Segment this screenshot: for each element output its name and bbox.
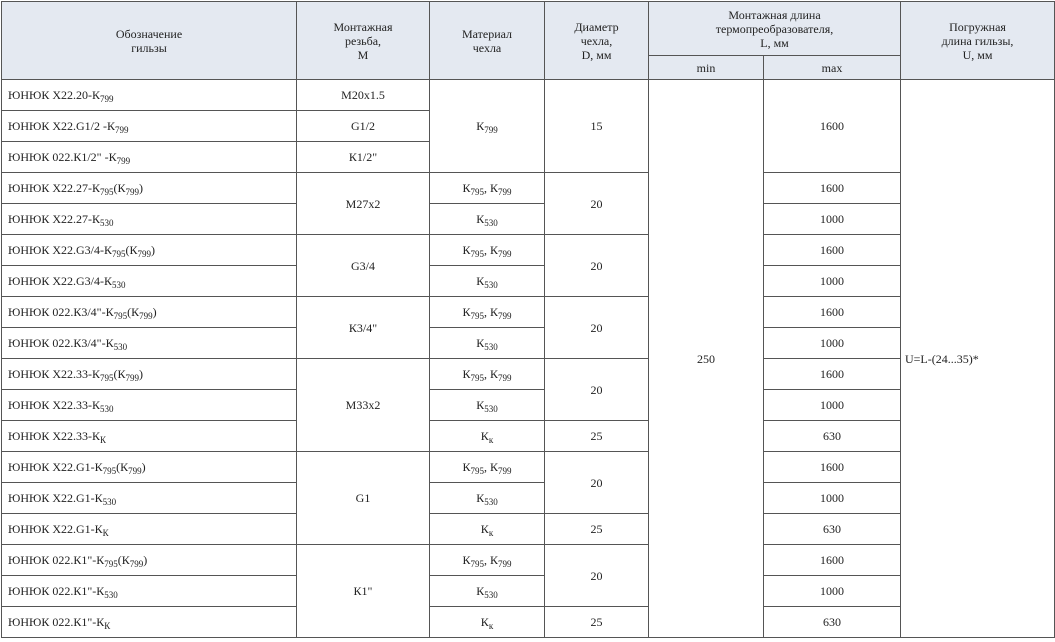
mounting-thread: G1 [297,452,430,545]
max-length: 1600 [764,545,901,576]
sleeve-spec-table [1,1,1055,638]
sheath-material: $К_{795}$, $К_{799}$ [430,173,545,204]
sheath-material: $К_{795}$, $К_{799}$ [430,297,545,328]
max-length: 1600 [764,297,901,328]
sleeve-designation: ЮНЮК $Х22.G1-К_{795}(К_{799})$ [2,452,297,483]
sleeve-designation: ЮНЮК $Х22.27-К_{530}$ [2,204,297,235]
table-row [2,514,1055,545]
mounting-thread: G3/4 [297,235,430,297]
table-row [2,421,1055,452]
table-row [2,359,1055,390]
sheath-diameter: 25 [545,607,649,638]
sleeve-designation: ЮНЮК $022.К1"-К_{795}(К_{799})$ [2,545,297,576]
mounting-thread: К1/2" [297,142,430,173]
max-length: 1600 [764,452,901,483]
sleeve-designation: ЮНЮК $Х22.33-К_К$ [2,421,297,452]
mounting-thread: М33х2 [297,359,430,452]
sleeve-designation: ЮНЮК $Х22.G1-К_К$ [2,514,297,545]
sleeve-designation: ЮНЮК $Х22.33-К_{530}$ [2,390,297,421]
max-length: 1600 [764,359,901,390]
table-row [2,328,1055,359]
sheath-material: $К_{799}$ [430,80,545,173]
sheath-material: $К_{795}$, $К_{799}$ [430,452,545,483]
table-row [2,576,1055,607]
sheath-diameter: 25 [545,421,649,452]
max-length: 1600 [764,173,901,204]
table-row [2,452,1055,483]
max-length: 1600 [764,235,901,266]
header-material: Материал чехла [430,2,545,80]
table-row [2,266,1055,297]
sheath-diameter: 20 [545,359,649,421]
max-length: 1000 [764,266,901,297]
sleeve-designation: ЮНЮК $Х22.20-К_{799}$ [2,80,297,111]
mounting-thread: М27х2 [297,173,430,235]
sleeve-designation: ЮНЮК $Х22.27-К_{795}(К_{799})$ [2,173,297,204]
sleeve-designation: ЮНЮК $Х22.G1-К_{530}$ [2,483,297,514]
max-length: 1000 [764,328,901,359]
max-length: 1000 [764,204,901,235]
header-mounting-length: Монтажная длина термопреобразователя, L, мм [649,2,901,56]
table-row [2,483,1055,514]
mounting-thread: К3/4" [297,297,430,359]
sheath-material: $К_к$ [430,421,545,452]
mounting-thread: G1/2 [297,111,430,142]
header-min: min [649,56,764,80]
sheath-material: $К_{530}$ [430,328,545,359]
sheath-material: $К_{795}$, $К_{799}$ [430,235,545,266]
sleeve-designation: ЮНЮК $022.К1"-К_К$ [2,607,297,638]
sheath-material: $К_{530}$ [430,266,545,297]
sleeve-designation: ЮНЮК $Х22.G3/4-К_{530}$ [2,266,297,297]
sheath-diameter: 15 [545,80,649,173]
immersion-formula: U=L-(24...35)* [901,80,1055,638]
sleeve-designation: ЮНЮК $022.К1"-К_{530}$ [2,576,297,607]
sheath-material: $К_{530}$ [430,576,545,607]
table-row [2,204,1055,235]
sheath-diameter: 20 [545,545,649,607]
header-max: max [764,56,901,80]
max-length: 630 [764,607,901,638]
table-body [2,80,1055,638]
header-designation: Обозначение гильзы [2,2,297,80]
sheath-material: $К_{795}$, $К_{799}$ [430,545,545,576]
sheath-material: $К_{795}$, $К_{799}$ [430,359,545,390]
header-thread: Монтажная резьба, М [297,2,430,80]
sheath-material: $К_{530}$ [430,483,545,514]
sheath-diameter: 20 [545,235,649,297]
sleeve-designation: ЮНЮК $Х22.G3/4-К_{795}(К_{799})$ [2,235,297,266]
header-immersion-length: Погружная длина гильзы, U, мм [901,2,1055,80]
sheath-diameter: 25 [545,514,649,545]
header-diameter: Диаметр чехла, D, мм [545,2,649,80]
max-length: 1000 [764,576,901,607]
sleeve-designation: ЮНЮК Х22.G1/2 $-К_{799}$ [2,111,297,142]
sheath-diameter: 20 [545,173,649,235]
max-length: 1000 [764,483,901,514]
sheath-diameter: 20 [545,452,649,514]
table-row [2,235,1055,266]
sheath-material: $К_к$ [430,607,545,638]
max-length: 630 [764,514,901,545]
sleeve-designation: ЮНЮК 022.К1/2" $-К_{799}$ [2,142,297,173]
sheath-material: $К_{530}$ [430,390,545,421]
max-length: 1600 [764,80,901,173]
max-length: 630 [764,421,901,452]
max-length: 1000 [764,390,901,421]
sheath-diameter: 20 [545,297,649,359]
table-row [2,390,1055,421]
sheath-material: $К_к$ [430,514,545,545]
mounting-thread: М20х1.5 [297,80,430,111]
sleeve-designation: ЮНЮК $Х22.33-К_{795}(К_{799})$ [2,359,297,390]
sheath-material: $К_{530}$ [430,204,545,235]
table-row [2,607,1055,638]
sleeve-designation: ЮНЮК $022.К3/4"-К_{530}$ [2,328,297,359]
mounting-thread: К1" [297,545,430,638]
min-length: 250 [649,80,764,638]
table-row [2,173,1055,204]
table-row [2,297,1055,328]
table-row [2,545,1055,576]
table-row [2,80,1055,111]
sleeve-designation: ЮНЮК $022.К3/4"-К_{795}(К_{799})$ [2,297,297,328]
